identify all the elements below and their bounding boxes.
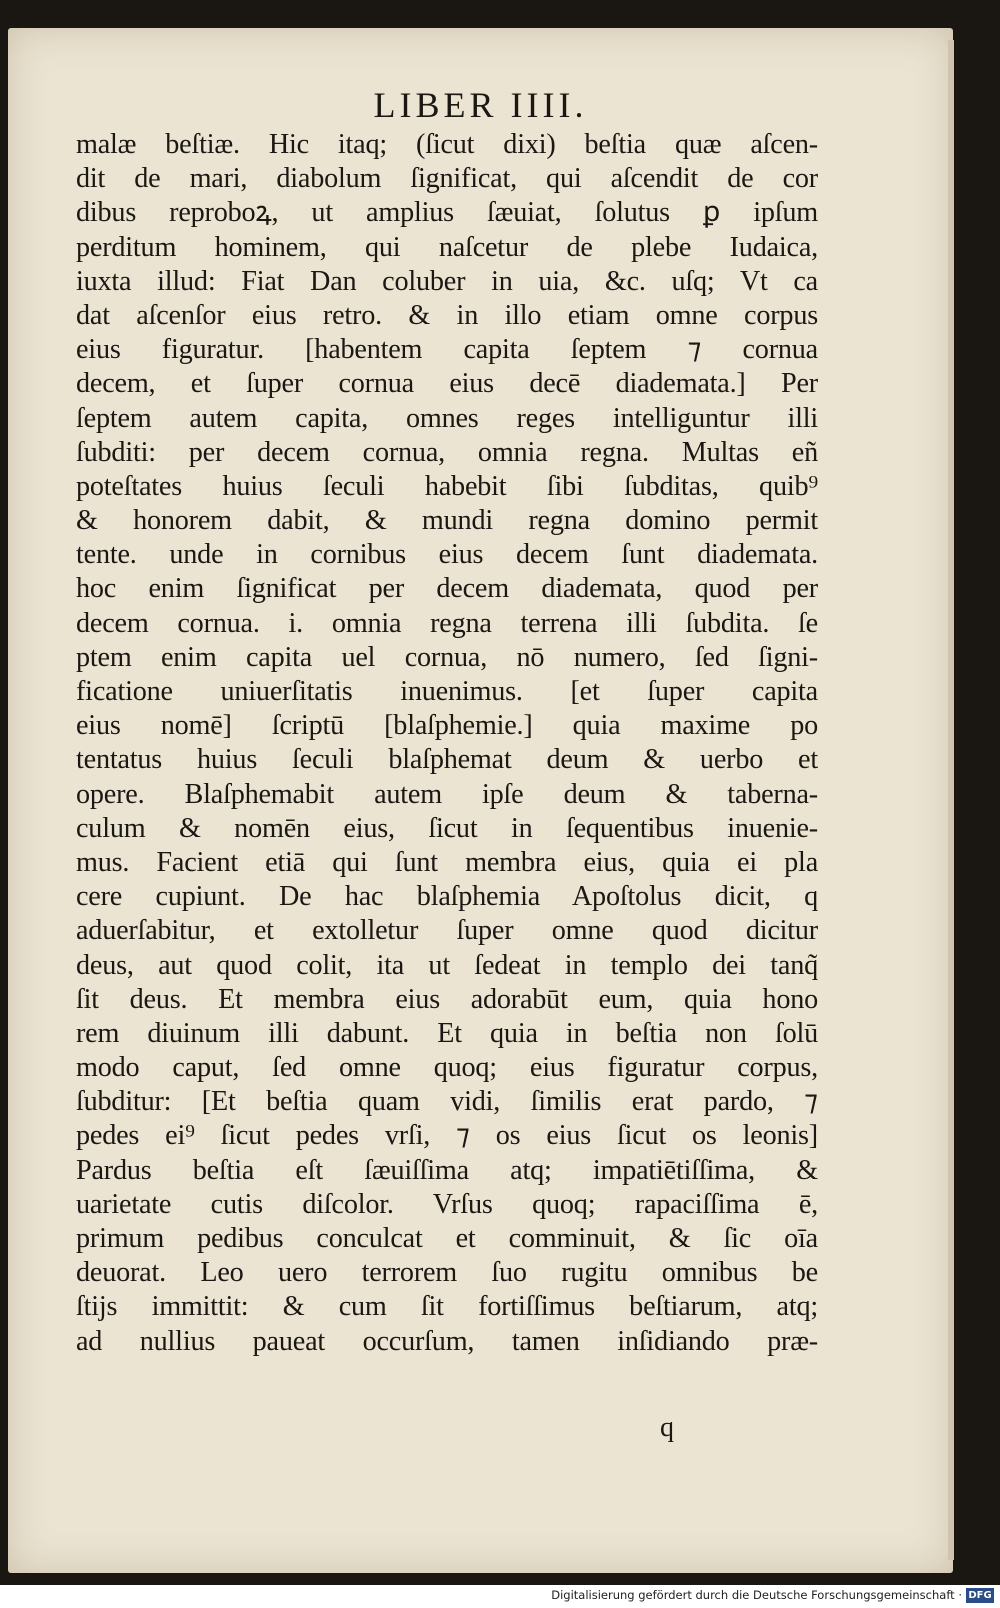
- page-edge: [948, 40, 954, 1560]
- text-line: eius figuratur. [habentem capita ſeptem ⁊ cornua: [76, 334, 818, 366]
- text-line: mus. Facient etiā qui ſunt membra eius, quia ei pla: [76, 846, 818, 878]
- text-line: culum & nomēn eius, ſicut in ſequentibus inuenie-: [76, 812, 818, 844]
- text-line: deus, aut quod colit, ita ut ſedeat in templo dei tanq̃: [76, 949, 818, 981]
- text-line: deuorat. Leo uero terrorem ſuo rugitu omnibus be: [76, 1257, 818, 1289]
- text-line: iuxta illud: Fiat Dan coluber in uia, &c. uſq; Vt ca: [76, 265, 818, 297]
- running-head: LIBER IIII.: [373, 85, 588, 125]
- text-line: dat aſcenſor eius retro. & in illo etiam omne corpus: [76, 299, 818, 331]
- text-line: ſtijs immittit: & cum ſit fortiſſimus beſtiarum, atq;: [76, 1291, 818, 1323]
- text-line: poteſtates huius ſeculi habebit ſibi ſubditas, quib⁹: [76, 470, 818, 502]
- footer: [0, 1585, 1000, 1608]
- text-line: hoc enim ſignificat per decem diademata, quod per: [76, 573, 818, 605]
- text-line: opere. Blaſphemabit autem ipſe deum & taberna-: [76, 778, 818, 810]
- text-line: ſubditur: [Et beſtia quam vidi, ſimilis erat pardo, ⁊: [76, 1086, 818, 1118]
- text-line: cere cupiunt. De hac blaſphemia Apoſtolus dicit, q: [76, 881, 818, 913]
- text-line: uarietate cutis diſcolor. Vrſus quoq; rapaciſſima ē,: [76, 1188, 818, 1220]
- text-line: ad nullius paueat occurſum, tamen inſidiando præ-: [76, 1325, 818, 1357]
- text-line: ſit deus. Et membra eius adorabūt eum, quia hono: [76, 983, 818, 1015]
- book-page: [8, 28, 953, 1573]
- text-line: tentatus huius ſeculi blaſphemat deum & uerbo et: [76, 744, 818, 776]
- text-line: rem diuinum illi dabunt. Et quia in beſtia non ſolū: [76, 1017, 818, 1049]
- text-line: & honorem dabit, & mundi regna domino permit: [76, 505, 818, 537]
- text-line: primum pedibus conculcat et comminuit, & ſic oīa: [76, 1223, 818, 1254]
- text-line: eius nomē] ſcriptū [blaſphemie.] quia maxime po: [76, 710, 818, 742]
- text-line: dibus reproboꝝ, ut amplius ſæuiat, ſolutus ꝑ ipſum: [76, 197, 818, 229]
- text-line: ſubditi: per decem cornua, omnia regna. Multas eñ: [76, 436, 818, 468]
- text-line: decem cornua. i. omnia regna terrena illi ſubdita. ſe: [76, 607, 818, 639]
- text-line: modo caput, ſed omne quoq; eius figuratur corpus,: [76, 1052, 818, 1084]
- text-line: tente. unde in cornibus eius decem ſunt diademata.: [76, 539, 818, 571]
- text-line: decem, et ſuper cornua eius decē diademata.] Per: [76, 368, 818, 400]
- text-block: [76, 128, 818, 1359]
- text-line: Pardus beſtia eſt ſæuiſſima atq; impatiētiſſima, &: [76, 1154, 818, 1186]
- text-line: ptem enim capita uel cornua, nō numero, ſed ſigni-: [76, 641, 818, 673]
- text-line: malæ beſtiæ. Hic itaq; (ſicut dixi) beſtia quæ aſcen-: [76, 129, 818, 160]
- text-line: aduerſabitur, et extolletur ſuper omne quod dicitur: [76, 915, 818, 947]
- footer-credit: Digitalisierung gefördert durch die Deutsche Forschungsgemeinschaft ·: [551, 1588, 962, 1602]
- text-line: perditum hominem, qui naſcetur de plebe Iudaica,: [76, 231, 818, 263]
- catchword: q: [660, 1412, 674, 1443]
- text-line: ſeptem autem capita, omnes reges intelliguntur illi: [76, 402, 818, 434]
- text-line: ficatione uniuerſitatis inuenimus. [et ſuper capita: [76, 676, 818, 707]
- text-line: dit de mari, diabolum ſignificat, qui aſcendit de cor: [76, 163, 818, 195]
- text-line: pedes ei⁹ ſicut pedes vrſi, ⁊ os eius ſicut os leonis]: [76, 1120, 818, 1152]
- dfg-logo-icon: DFG: [966, 1588, 994, 1603]
